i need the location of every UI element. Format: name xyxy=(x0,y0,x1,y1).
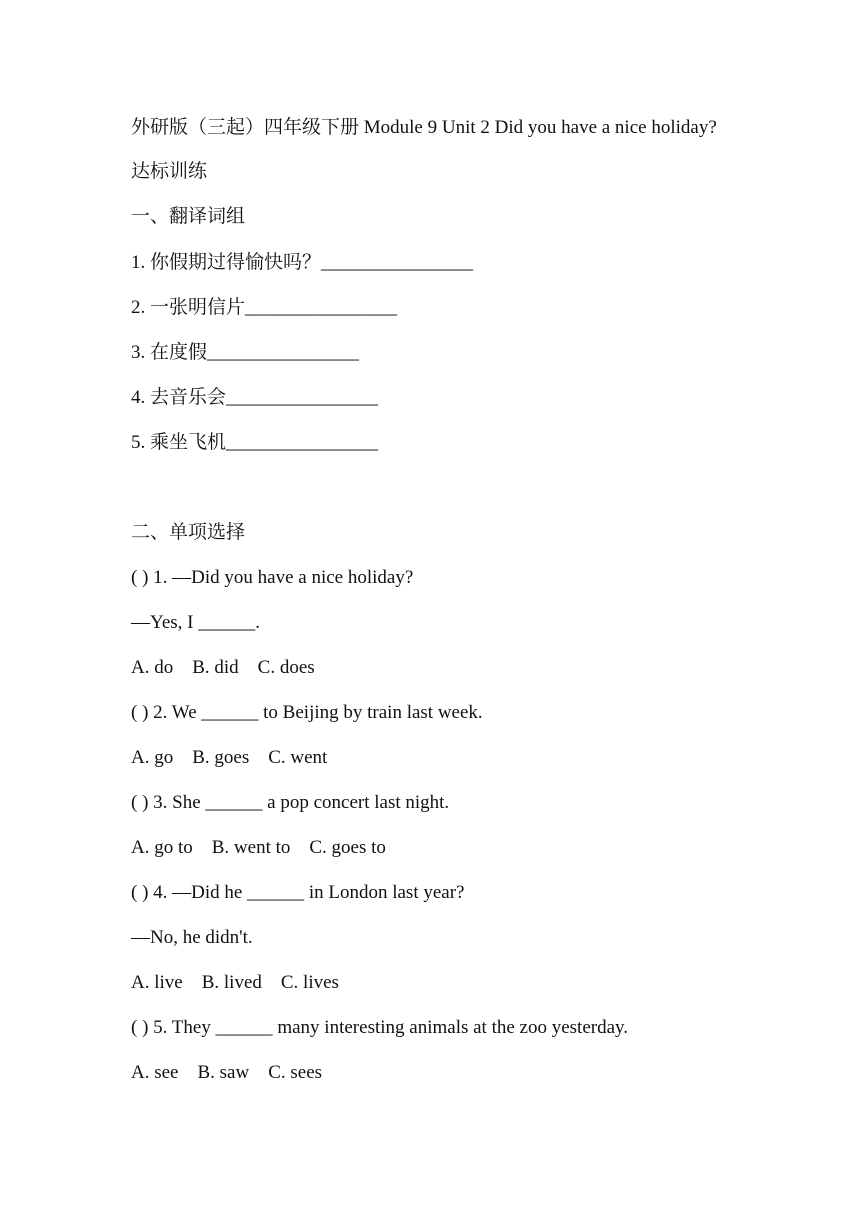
translation-item-3: 3. 在度假________________ xyxy=(131,342,360,363)
question-2-stem: ( ) 2. We ______ to Beijing by train last week. xyxy=(131,702,483,723)
question-5-options: A. see B. saw C. sees xyxy=(131,1062,323,1083)
question-3-options: A. go to B. went to C. goes to xyxy=(131,837,386,858)
translation-item-1: 1. 你假期过得愉快吗？________________ xyxy=(131,252,474,273)
document-subtitle: 达标训练 xyxy=(131,161,208,182)
translation-item-2: 2. 一张明信片________________ xyxy=(131,297,398,318)
question-1-response: —Yes, I ______. xyxy=(131,612,260,633)
question-2-options: A. go B. goes C. went xyxy=(131,747,328,768)
question-5-stem: ( ) 5. They ______ many interesting animals at the zoo yesterday. xyxy=(131,1017,629,1038)
section-2-heading: 二、单项选择 xyxy=(131,522,246,543)
question-1-options: A. do B. did C. does xyxy=(131,657,315,678)
translation-item-4: 4. 去音乐会________________ xyxy=(131,387,379,408)
question-4-options: A. live B. lived C. lives xyxy=(131,972,339,993)
document-title: 外研版（三起）四年级下册 Module 9 Unit 2 Did you have a nice holiday? xyxy=(131,117,717,138)
question-4-stem: ( ) 4. —Did he ______ in London last year? xyxy=(131,882,465,903)
question-4-response: —No, he didn't. xyxy=(131,927,253,948)
section-1-heading: 一、翻译词组 xyxy=(131,206,246,227)
question-3-stem: ( ) 3. She ______ a pop concert last night. xyxy=(131,792,450,813)
question-1-stem: ( ) 1. —Did you have a nice holiday? xyxy=(131,567,414,588)
translation-item-5: 5. 乘坐飞机________________ xyxy=(131,432,379,453)
